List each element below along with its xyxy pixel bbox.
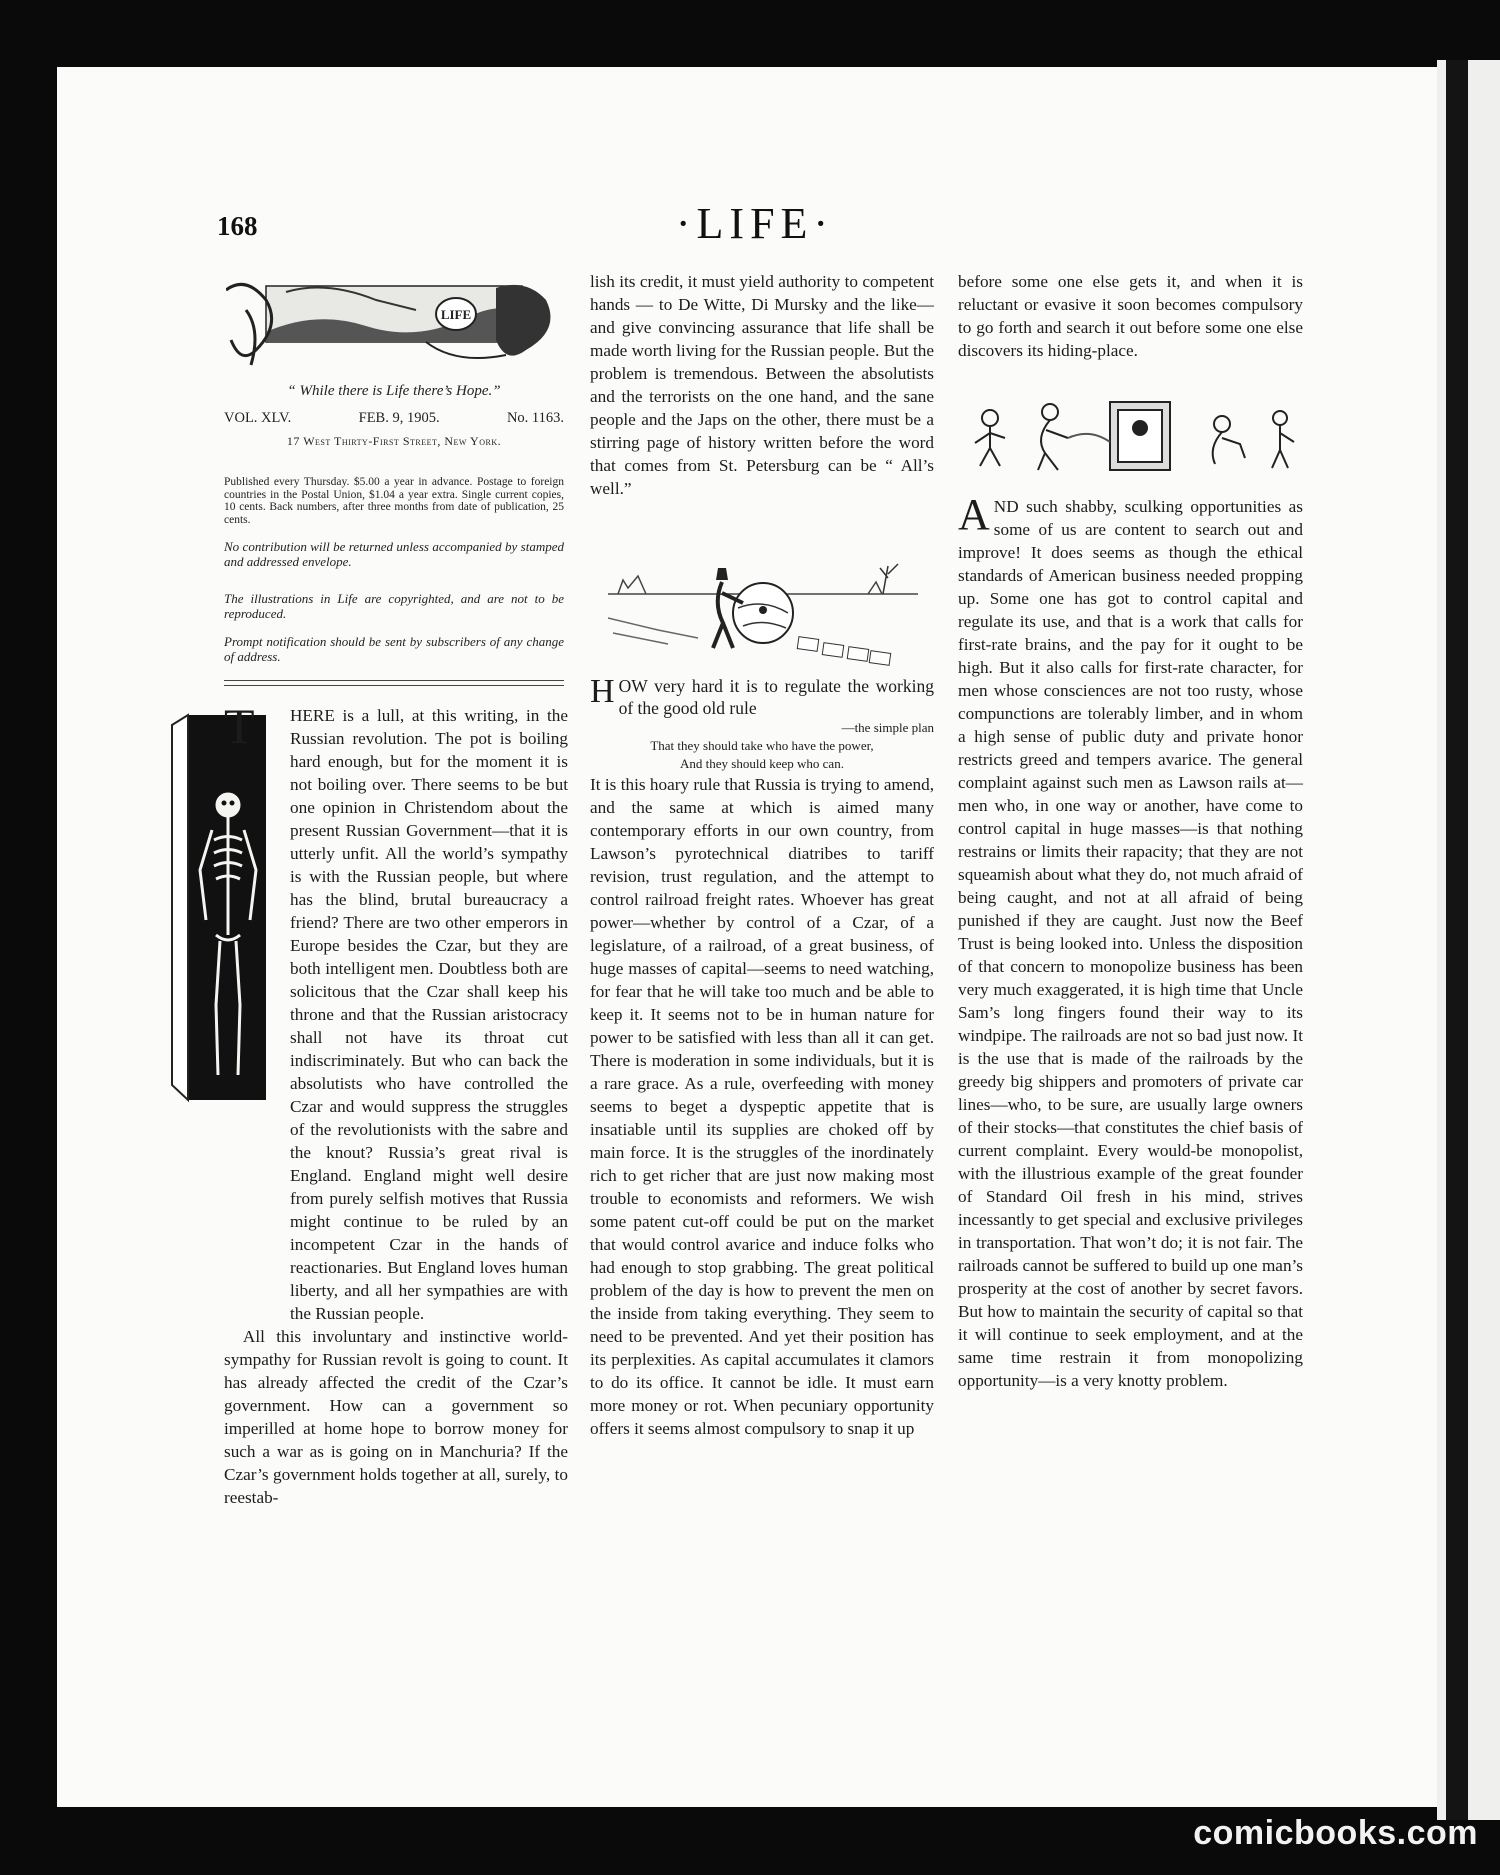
article-paragraph-continued: lish its credit, it must yield authority to competent hands — to De Witte, Di Mursky and the like—and give convincing assurance that life shall be made worth living for the Russian people. But the problem is tremendous. Between the absolutists and the terrorists on the one hand, and the sane people and the Japs on the other, there must be a stirring page of history written before the word that comes from St. Petersburg can be “ All’s well.” — [590, 272, 934, 498]
masthead-illustration — [226, 270, 566, 378]
figures-safe-illustration — [950, 398, 1302, 476]
divider — [224, 685, 564, 686]
contribution-note: No contribution will be returned unless accompanied by stamped and addressed envelope. — [224, 539, 564, 569]
volume: VOL. XLV. — [224, 410, 292, 426]
article-heading: OW very hard it is to regulate the working of the good old rule — [618, 676, 934, 718]
verse-line: That they should take who have the power, — [650, 738, 874, 753]
dropcap: A — [958, 490, 990, 539]
copyright-note: The illustrations in Life are copyrighted, and are not to be reproduced. — [224, 591, 564, 621]
issue-number: No. 1163. — [506, 410, 564, 426]
page-number: 168 — [217, 211, 258, 241]
article-lead: HERE is a lull, at this writing, in the Russian revolution. The pot is boiling hard enough, but for the moment it is not boiling over. There seems to be but one opinion in Christendom about the present Russian Government—that it is utterly unfit. All the world’s sympathy is with the Russian people, but where has the blind, brutal bureaucracy a friend? There are two other emperors in Europe besides the Czar, but they are both intelligent men. Doubtless both are solicitous that the Czar shall keep his throne and that the Russian aristocracy shall not have its throat cut indiscriminately. But who can back the absolutists who have controlled the Czar and would suppress the struggles of the revolutionists with the sabre and the knout? Russia’s great rival is England. England might well desire from purely selfish motives that Russia might continue to be ruled by an incompetent Czar in the hands of reactionaries. But England loves human liberty, and all her sympathies are with the Russian people. — [290, 706, 568, 1323]
scan-edge — [1446, 60, 1468, 1820]
masthead-title: ·LIFE· — [675, 199, 835, 248]
issue-line — [224, 410, 564, 427]
plan-line: —the simple plan — [841, 720, 934, 735]
publication-note: Published every Thursday. $5.00 a year in advance. Postage to foreign countries in the Postal Union, $1.04 a year extra. Single current copies, 10 cents. Back numbers, after three months from date of publication, 25 cents. — [224, 476, 564, 526]
verse-line: And they should keep who can. — [680, 756, 844, 771]
article-body: ND such shabby, sculking opportunities as some of us are content to search out and improve! It does seems as though the ethical standards of American business needed propping up. Some one has got to control capital and regulate its use, and that is a work that calls for first-rate brains, and the pay for it ought to be high. But it also calls for first-rate character, for men whose consciences are not too rusty, whose compunctions are tolerably limber, and in whom a high sense of public duty and private honor restricts greed and tempers avarice. The general complaint against such men as Lawson rails at—men who, in one way or another, have come to control capital in huge masses—is that nothing restrains or limits their rapacity; that they are not squeamish about what they do, not much afraid of being caught, and not at all afraid of being punished if they are caught. Just now the Beef Trust is being looked into. Unless the disposition of that concern to monopolize business has been very much exaggerated, it is high time that Uncle Sam’s long fingers found their way to its windpipe. The railroads are not so bad just now. It is the use that is made of the railroads by the greedy big shippers and promoters of private car lines—who, to be sure, are usually large owners of their stocks—that constitutes the chief basis of current complaint. Every would-be monopolist, with the illustrious example of the great founder of Standard Oil fresh in his mind, strives incessantly to get special and exclusive privileges in transportation. That won’t do; it is not fair. The railroads cannot be suffered to build up one man’s prosperity at the cost of another by secret favors. But how to maintain the security of capital so that it will continue to seek employment, and at the same time restrain it from monopolizing opportunity—is a very knotty problem. — [958, 497, 1303, 1390]
masthead-logo-text: LIFE — [440, 307, 472, 322]
divider — [224, 680, 564, 681]
article-column-3-top — [958, 270, 1303, 362]
article-body-continued: before some one else gets it, and when it is reluctant or evasive it soon becomes compulsory to go forth and search it out before some one else discovers its hiding-place. — [958, 272, 1303, 360]
article-column-3 — [958, 490, 1303, 1392]
notification-note: Prompt notification should be sent by subscribers of any change of address. — [224, 634, 564, 664]
article-body: It is this hoary rule that Russia is trying to amend, and the same at which is aimed many contemporary efforts in our own country, from Lawson’s pyrotechnical diatribes to tariff revision, trust regulation, and the attempt to control railroad freight rates. Whoever has great power—whether by control of a Czar, of a legislature, of a railroad, of a great business, of huge masses of capital—seems to need watching, for fear that he will take too much and be able to keep it. It seems not to be in human nature for power to be satisfied with less than all it can get. There is moderation in some individuals, but it is a rare grace. As a rule, overfeeding with money seems to beget a dyspeptic appetite that is insatiable until its supplies are choked off by main force. It is the struggles of the inordinately rich to get richer that are just now making most trouble to economists and reformers. We wish some patent cut-off could be put on the market that would control avarice and induce folks who had enough to stop grabbing. The great political problem of the day is how to prevent the men on the inside from taking everything. They seem to need to be prevented. And yet their position has its perplexities. As capital accumulates it clamors to do its office. It cannot be idle. It must earn more money or rot. When pecuniary opportunity offers it seems almost compulsory to snap it up — [590, 775, 934, 1438]
dropcap: H — [590, 673, 615, 710]
article-column-1 — [224, 698, 568, 1509]
globe-rolling-illustration — [598, 558, 928, 670]
motto: “ While there is Life there’s Hope.” — [287, 383, 501, 399]
article-paragraph: All this involuntary and instinctive world-sympathy for Russian revolt is going to count. It has already affected the credit of the Czar’s government. How can a government so imperilled at home hope to borrow money for such a war as is going on in Manchuria? If the Czar’s government holds together at all, surely, to reestab- — [224, 1327, 568, 1507]
address: 17 West Thirty-First Street, New York. — [286, 434, 502, 448]
watermark: comicbooks.com — [1193, 1814, 1478, 1852]
dropcap: T — [224, 698, 255, 754]
article-column-2-top — [590, 270, 934, 500]
article-column-2 — [590, 675, 934, 1440]
issue-date: FEB. 9, 1905. — [358, 410, 440, 426]
